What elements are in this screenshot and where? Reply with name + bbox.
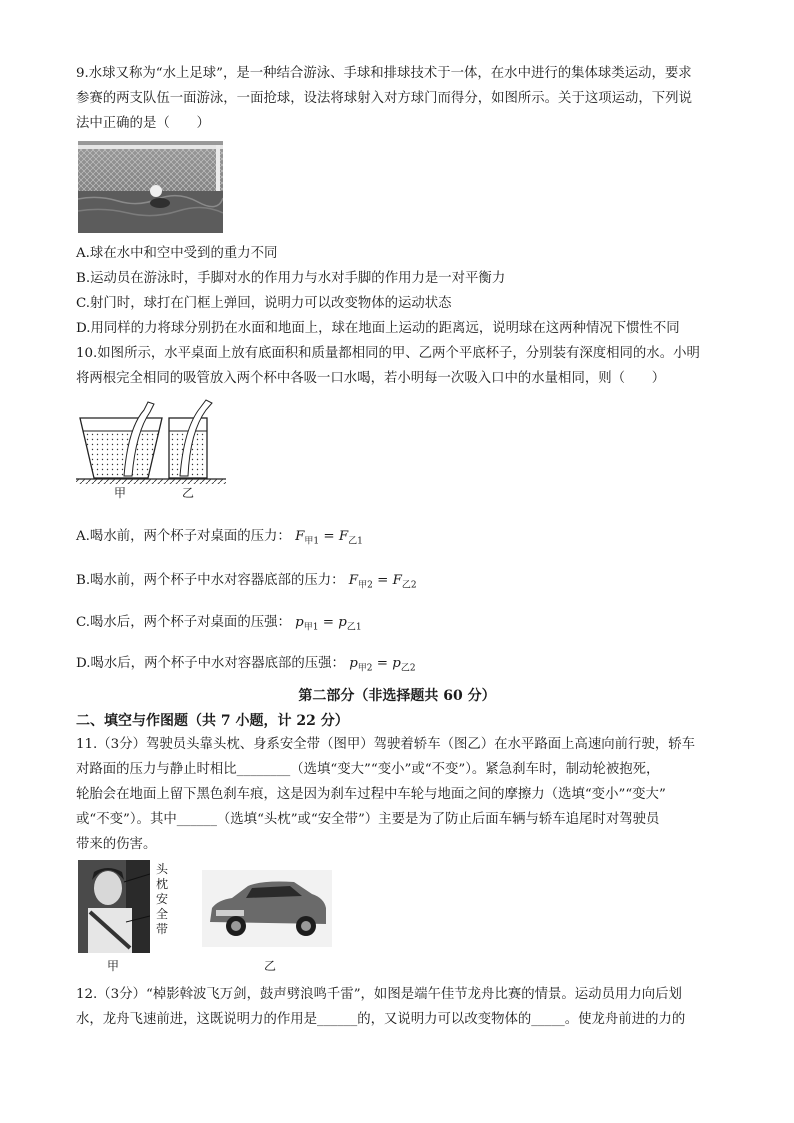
q10-option-c: [76, 614, 362, 637]
cup-label-left: 甲: [114, 486, 127, 500]
q10-line-2: 将两根完全相同的吸管放入两个杯中各吸一口水喝，若小明每一次吸入口中的水量相同，则（ ）: [76, 371, 666, 386]
q11-line-1: 11.（3分）驾驶员头靠头枕、身系安全带（图甲）驾驶着轿车（图乙）在水平路面上高速向前行驶，轿车: [76, 737, 695, 752]
part2-title: 第二部分（非选择题共 60 分）: [298, 688, 496, 704]
q12-line-1: 12.（3分）“棹影斡波飞万剑，鼓声劈浪鸣千雷”，如图是端午佳节龙舟比赛的情景。运动员用力向后划: [76, 987, 682, 1002]
driver-photo: [78, 860, 150, 953]
q10-option-b-formula: $F_{甲2} = F_{乙2}$: [348, 573, 417, 591]
q10-option-a-formula: $F_{甲1} = F_{乙1}$: [295, 529, 363, 547]
cup-label-right: 乙: [182, 486, 195, 500]
photo-annotation: 头 枕 安 全 带: [156, 862, 169, 936]
q10-option-b: [76, 572, 417, 595]
q9-line-1: 9.水球又称为“水上足球”，是一种结合游泳、手球和排球技术于一体，在水中进行的集体球类运动，要求: [76, 66, 692, 81]
q10-option-d-formula: $p_{甲2} = p_{乙2}$: [349, 656, 416, 674]
q10-option-b-text: B.喝水前，两个杯子中水对容器底部的压力：: [76, 573, 345, 588]
q9-option-b: B.运动员在游泳时，手脚对水的作用力与水对手脚的作用力是一对平衡力: [76, 271, 506, 286]
q10-line-1: 10.如图所示，水平桌面上放有底面积和质量都相同的甲、乙两个平底杯子，分别装有深度相同的水。小明: [76, 346, 700, 361]
cups-figure: [76, 398, 226, 503]
q9-line-3: 法中正确的是（ ）: [76, 116, 210, 131]
q10-option-d-text: D.喝水后，两个杯子中水对容器底部的压强：: [76, 656, 345, 671]
car-photo: [202, 870, 332, 947]
q12-line-2: 水，龙舟飞速前进，这既说明力的作用是______的，又说明力可以改变物体的_____。使龙舟前进的力的: [76, 1012, 686, 1027]
q11-line-5: 带来的伤害。: [76, 837, 157, 852]
q9-line-2: 参赛的两支队伍一面游泳，一面抢球，设法将球射入对方球门而得分，如图所示。关于这项运动，下列说: [76, 91, 692, 106]
q9-option-a: A.球在水中和空中受到的重力不同: [76, 246, 278, 261]
q9-option-c: C.射门时，球打在门框上弹回，说明力可以改变物体的运动状态: [76, 296, 452, 311]
q9-option-d: D.用同样的力将球分别扔在水面和地面上，球在地面上运动的距离远，说明球在这两种情况下惯性不同: [76, 321, 680, 336]
photo-caption-left: 甲: [107, 959, 120, 973]
q11-line-4: 或“不变”）。其中______（选填“头枕”或“安全带”）主要是为了防止后面车辆与轿车追尾时对驾驶员: [76, 812, 660, 827]
section-heading: 二、填空与作图题（共 7 小题，计 22 分）: [76, 713, 349, 729]
water-polo-photo: [78, 141, 223, 233]
q10-option-c-formula: $p_{甲1} = p_{乙1}$: [295, 615, 362, 633]
q11-line-2: 对路面的压力与静止时相比________（选填“变大”“变小”或“不变”）。紧急刹车时，制动轮被抱死，: [76, 762, 660, 777]
q10-option-a-text: A.喝水前，两个杯子对桌面的压力：: [76, 529, 291, 544]
q10-option-a: [76, 528, 363, 551]
q11-line-3: 轮胎会在地面上留下黑色刹车痕，这是因为刹车过程中车轮与地面之间的摩擦力（选填“变小”“变大”: [76, 787, 666, 802]
q10-option-c-text: C.喝水后，两个杯子对桌面的压强：: [76, 615, 291, 630]
q10-option-d: [76, 655, 416, 678]
photo-caption-right: 乙: [264, 959, 277, 973]
